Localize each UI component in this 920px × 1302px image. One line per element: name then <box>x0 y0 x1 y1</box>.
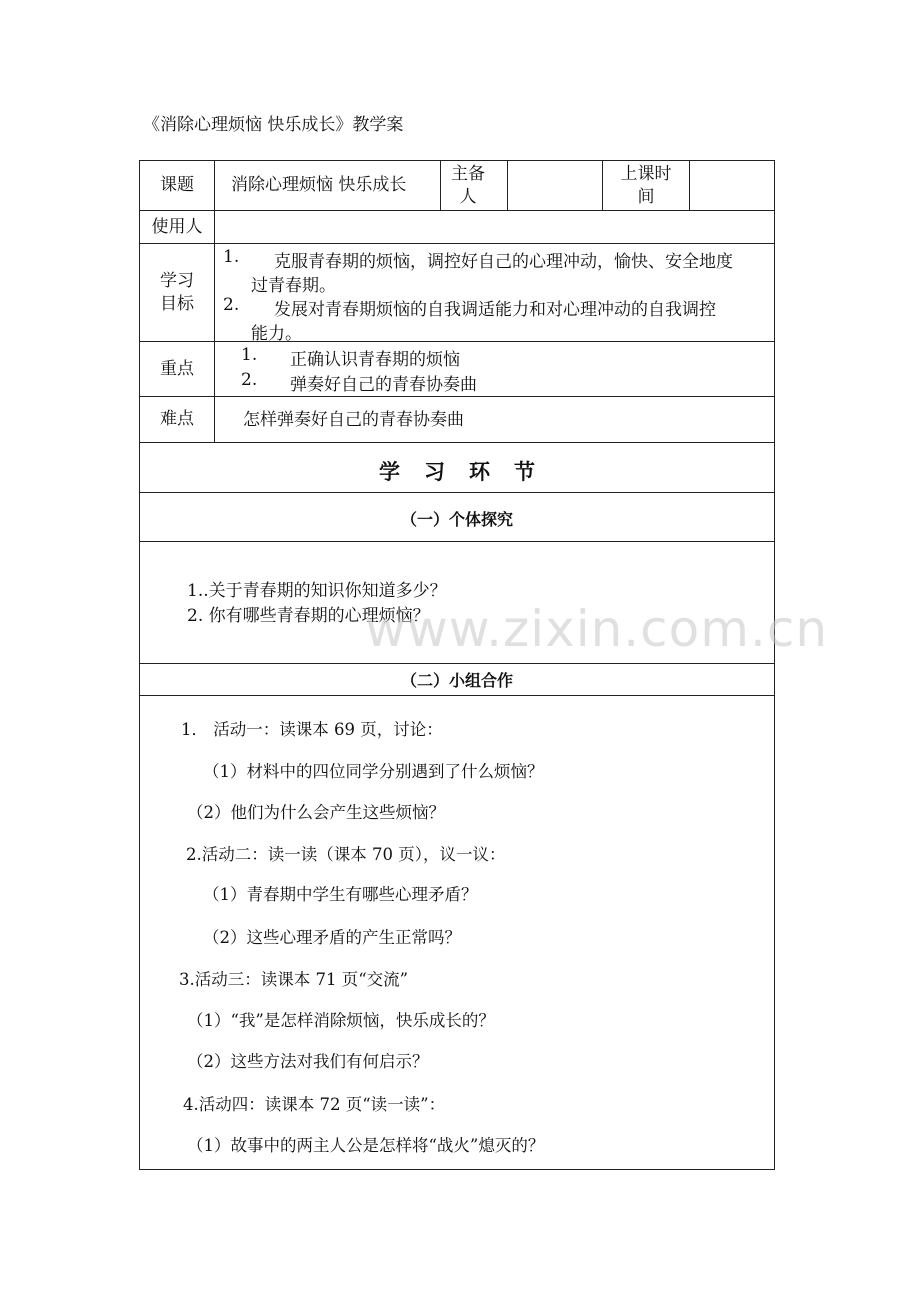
class-time-label: 上课时间 <box>620 164 672 207</box>
document-title: 《消除心理烦恼 快乐成长》教学案 <box>143 115 404 135</box>
row-divider <box>140 341 774 342</box>
activity-line: （1）“我”是怎样消除烦恼，快乐成长的？ <box>187 1011 495 1030</box>
row-divider <box>140 695 774 696</box>
objective-text-continued: 过青春期。 <box>251 276 336 296</box>
activity-line: （2）这些方法对我们有何启示？ <box>187 1052 429 1071</box>
objective-number: 2. <box>223 295 240 315</box>
objective-number: 1. <box>223 247 240 267</box>
user-value <box>215 211 775 243</box>
column-divider <box>602 161 603 210</box>
activity-line: （1）故事中的两主人公是怎样将“战火”熄灭的？ <box>187 1136 545 1155</box>
activity-line: 3.活动三：读课本 71 页“交流” <box>179 970 409 989</box>
activity-line: （1）材料中的四位同学分别遇到了什么烦恼？ <box>203 762 544 781</box>
lesson-plan-table <box>139 160 775 1170</box>
user-label: 使用人 <box>151 216 203 237</box>
difficulty-text: 怎样弹奏好自己的青春协奏曲 <box>243 410 464 430</box>
activity-line: 4.活动四：读课本 72 页“读一读”： <box>183 1095 446 1114</box>
part1-title: （一）个体探究 <box>400 510 513 529</box>
part1-question: 1..关于青春期的知识你知道多少？ <box>187 581 447 601</box>
difficulty-label: 难点 <box>160 409 194 429</box>
key-points-label: 重点 <box>160 358 194 379</box>
row-divider <box>140 442 774 443</box>
key-point-number: 2. <box>241 370 258 390</box>
learning-section-title: 学习环节 <box>379 460 559 484</box>
objective-text: 克服青春期的烦恼，调控好自己的心理冲动，愉快、安全地度 <box>274 252 733 272</box>
activity-line: 2.活动二：读一读（课本 70 页），议一议： <box>186 845 506 864</box>
objective-text: 发展对青春期烦恼的自我调适能力和对心理冲动的自我调控 <box>274 300 716 320</box>
row-divider <box>140 541 774 542</box>
row-divider <box>140 663 774 664</box>
watermark: www.zixin.com.cn <box>365 600 829 658</box>
class-time-value <box>690 161 775 210</box>
activity-line: （2）这些心理矛盾的产生正常吗？ <box>203 928 461 947</box>
column-divider <box>440 161 441 210</box>
activity-line: 1． 活动一：读课本 69 页，讨论： <box>181 720 443 739</box>
row-divider <box>140 396 774 397</box>
key-point-text: 弹奏好自己的青春协奏曲 <box>290 375 477 395</box>
key-point-text: 正确认识青春期的烦恼 <box>290 350 460 370</box>
topic-label: 课题 <box>160 175 194 195</box>
part2-title: （二）小组合作 <box>400 671 513 690</box>
activity-line: （1）青春期中学生有哪些心理矛盾？ <box>203 885 478 904</box>
objectives-label: 学习目标 <box>160 270 194 314</box>
preparer-label: 主备人 <box>451 164 485 207</box>
activity-line: （2）他们为什么会产生这些烦恼？ <box>187 803 445 822</box>
part1-question: 2. 你有哪些青春期的心理烦恼？ <box>187 606 430 626</box>
row-divider <box>140 492 774 493</box>
objective-text-continued: 能力。 <box>251 324 302 344</box>
row-divider <box>140 243 774 244</box>
key-point-number: 1. <box>241 345 258 365</box>
topic-value: 消除心理烦恼 快乐成长 <box>231 175 407 195</box>
preparer-value <box>508 161 602 210</box>
